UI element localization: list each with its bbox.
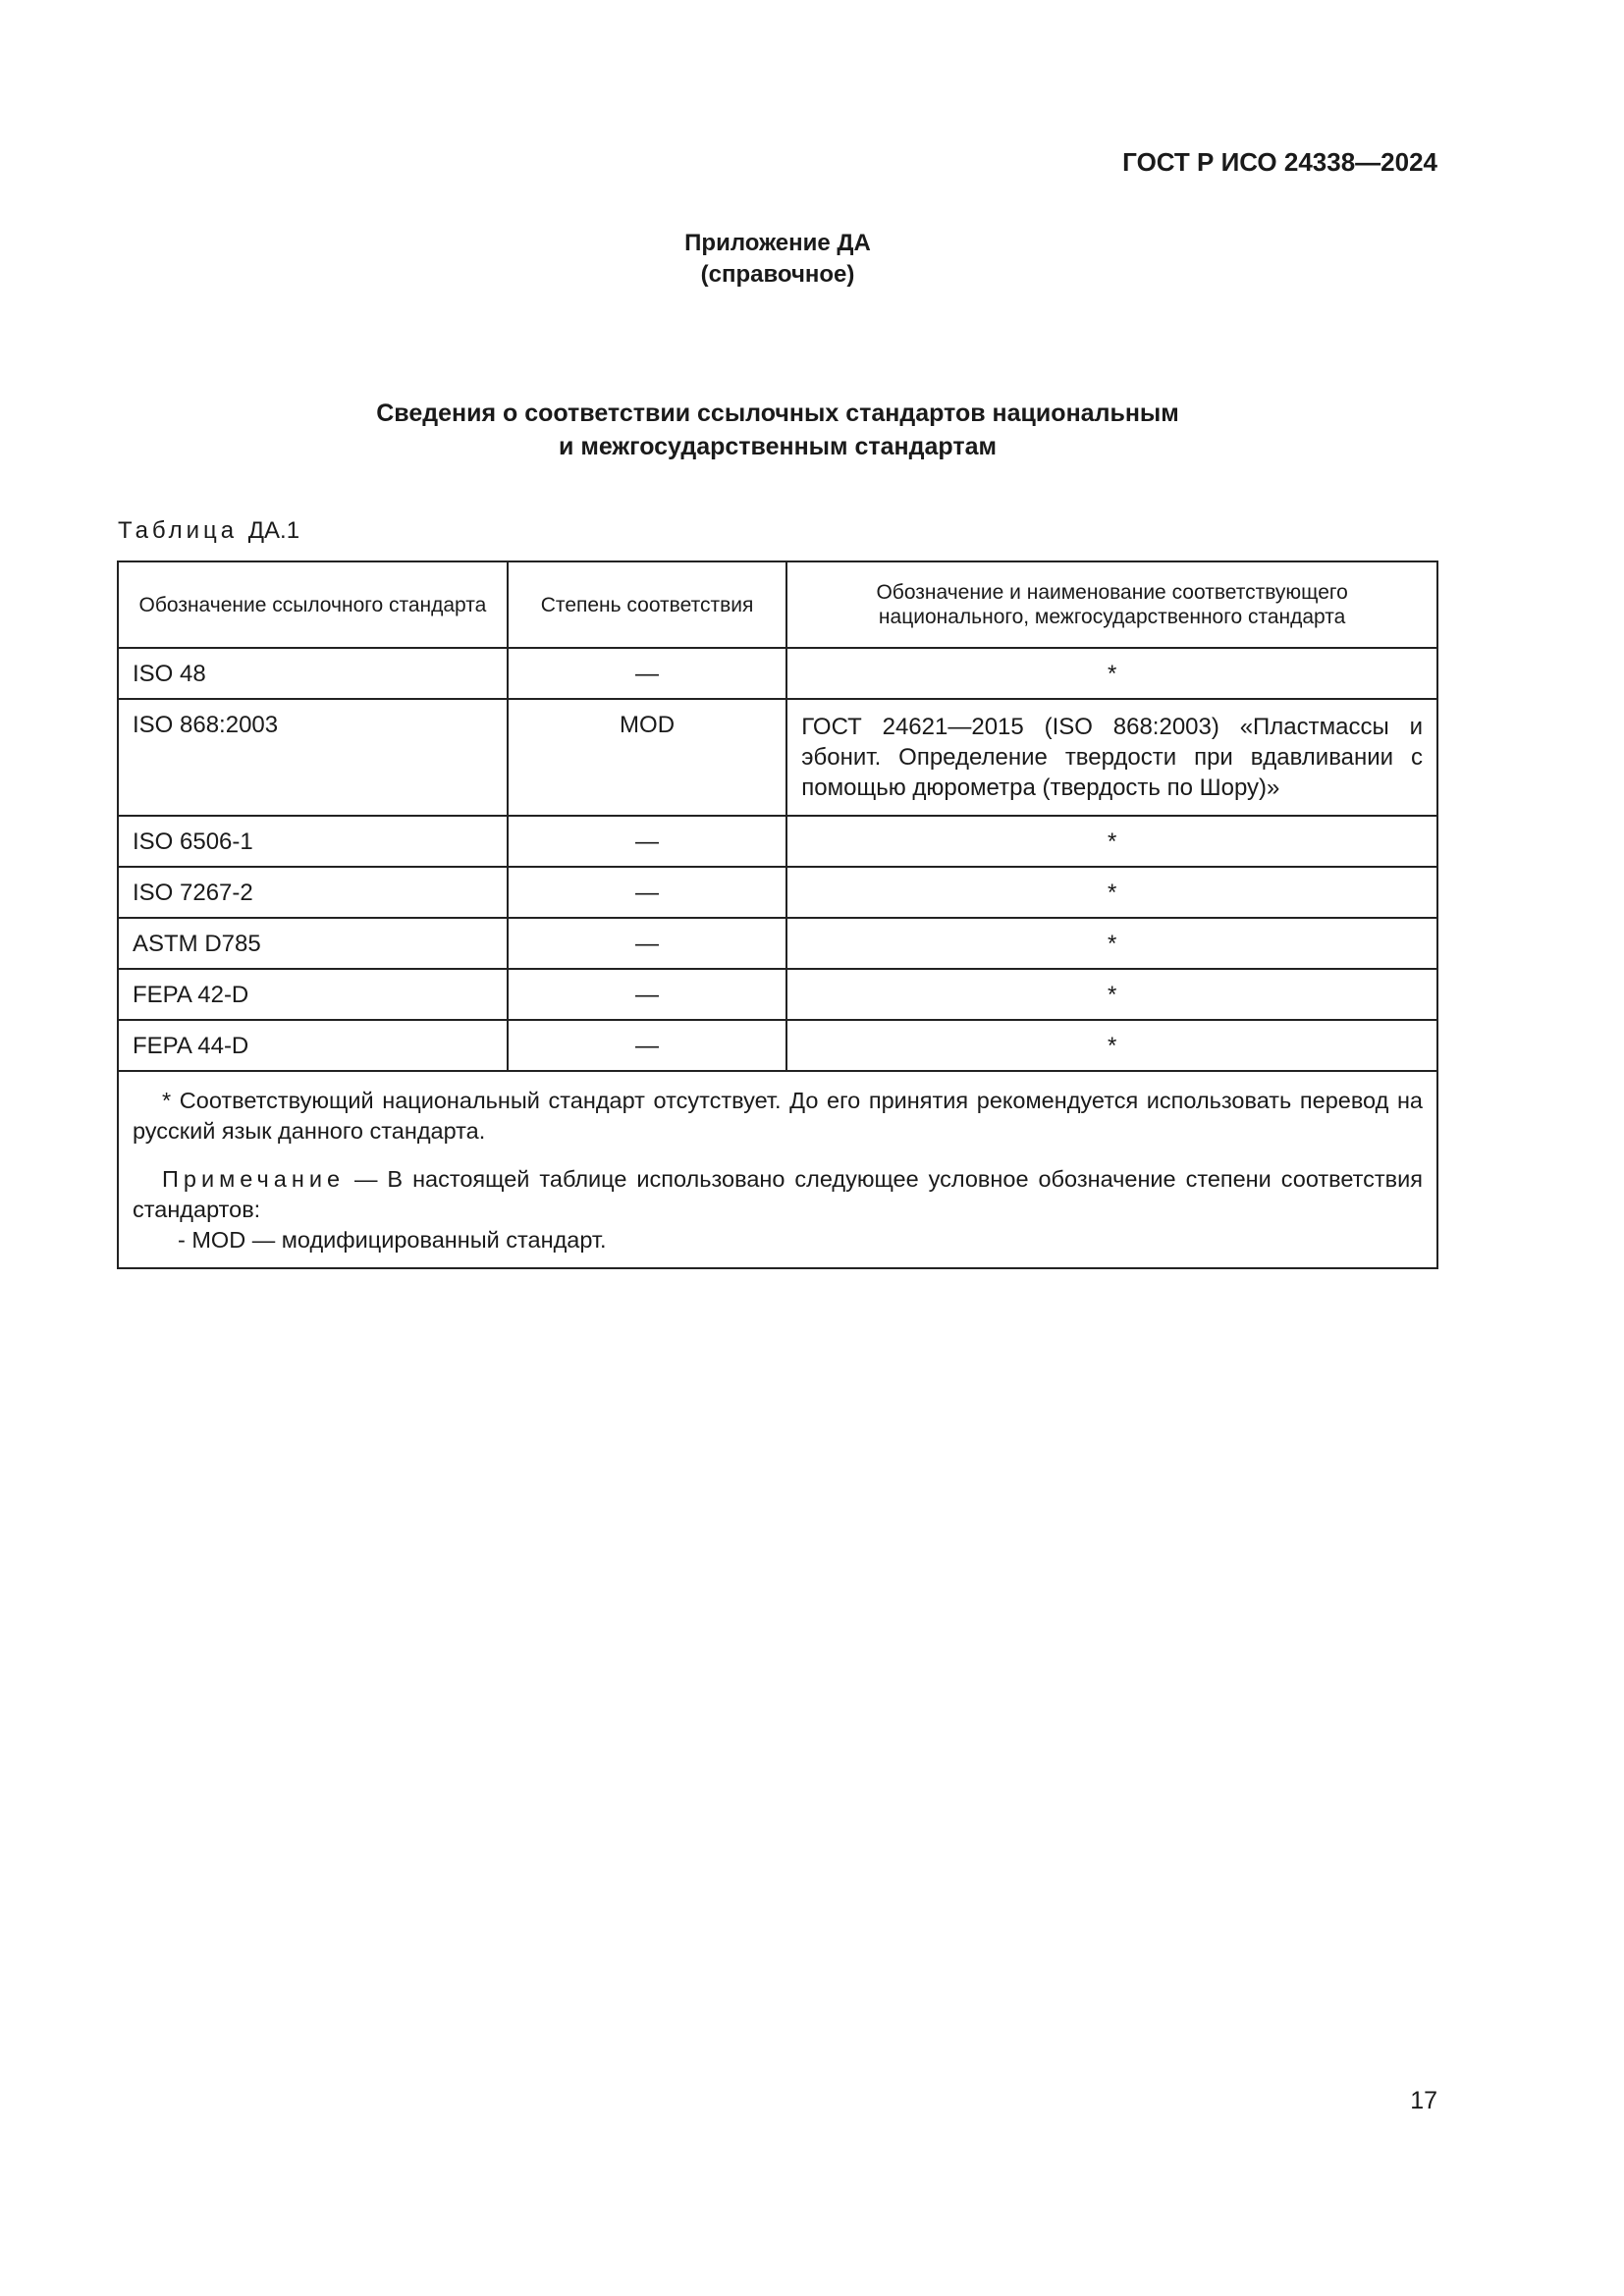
cell-reference: FEPA 42-D	[118, 969, 508, 1020]
cell-national: *	[786, 918, 1437, 969]
reference-standards-table	[117, 561, 1438, 1269]
column-header-national: Обозначение и наименование соответствующего национального, межгосударственного стандарта	[786, 561, 1437, 648]
note-paragraph	[133, 1164, 1423, 1225]
cell-reference: ISO 48	[118, 648, 508, 699]
note-list-item: - MOD — модифицированный стандарт.	[178, 1227, 607, 1253]
cell-degree: —	[508, 1020, 786, 1071]
cell-reference: ISO 868:2003	[118, 699, 508, 816]
cell-degree: —	[508, 969, 786, 1020]
cell-reference: ISO 7267-2	[118, 867, 508, 918]
section-heading	[0, 397, 1555, 463]
column-header-reference: Обозначение ссылочного стандарта	[118, 561, 508, 648]
table-row	[118, 918, 1437, 969]
table-footnote-cell	[118, 1071, 1437, 1268]
note-text: — В настоящей таблице использовано следующее условное обозначение степени соответствия стандартов:	[133, 1166, 1423, 1222]
table-header-row	[118, 561, 1437, 648]
cell-degree: —	[508, 867, 786, 918]
document-designation: ГОСТ Р ИСО 24338—2024	[1122, 147, 1437, 177]
table-row	[118, 1020, 1437, 1071]
cell-national: ГОСТ 24621—2015 (ISO 868:2003) «Пластмассы и эбонит. Определение твердости при вдавливании с помощью дюрометра (твердость по Шору)»	[786, 699, 1437, 816]
page-number: 17	[1410, 2087, 1437, 2114]
cell-national: *	[786, 816, 1437, 867]
footnote-text: * Соответствующий национальный стандарт отсутствует. До его принятия рекомендуется использовать перевод на русский язык данного стандарта.	[133, 1088, 1423, 1144]
cell-degree: —	[508, 918, 786, 969]
table-caption-number: ДА.1	[247, 517, 300, 544]
table-row	[118, 648, 1437, 699]
cell-reference: ISO 6506-1	[118, 816, 508, 867]
note-label: Примечание	[162, 1166, 346, 1192]
cell-degree: —	[508, 816, 786, 867]
table-row	[118, 816, 1437, 867]
cell-reference: ASTM D785	[118, 918, 508, 969]
cell-national: *	[786, 1020, 1437, 1071]
cell-degree: MOD	[508, 699, 786, 816]
cell-degree: —	[508, 648, 786, 699]
annex-type: (справочное)	[700, 261, 855, 288]
table-footer-row	[118, 1071, 1437, 1268]
section-heading-line-2: и межгосударственным стандартам	[559, 433, 997, 460]
cell-reference: FEPA 44-D	[118, 1020, 508, 1071]
section-heading-line-1: Сведения о соответствии ссылочных стандартов национальным	[376, 400, 1179, 427]
annex-title-block	[0, 228, 1555, 291]
table-row	[118, 867, 1437, 918]
cell-national: *	[786, 969, 1437, 1020]
table-caption-word: Таблица	[118, 517, 239, 544]
cell-national: *	[786, 648, 1437, 699]
column-header-degree: Степень соответствия	[508, 561, 786, 648]
table-row	[118, 699, 1437, 816]
table-caption	[118, 517, 299, 545]
cell-national: *	[786, 867, 1437, 918]
annex-title: Приложение ДА	[684, 230, 871, 256]
table-row	[118, 969, 1437, 1020]
